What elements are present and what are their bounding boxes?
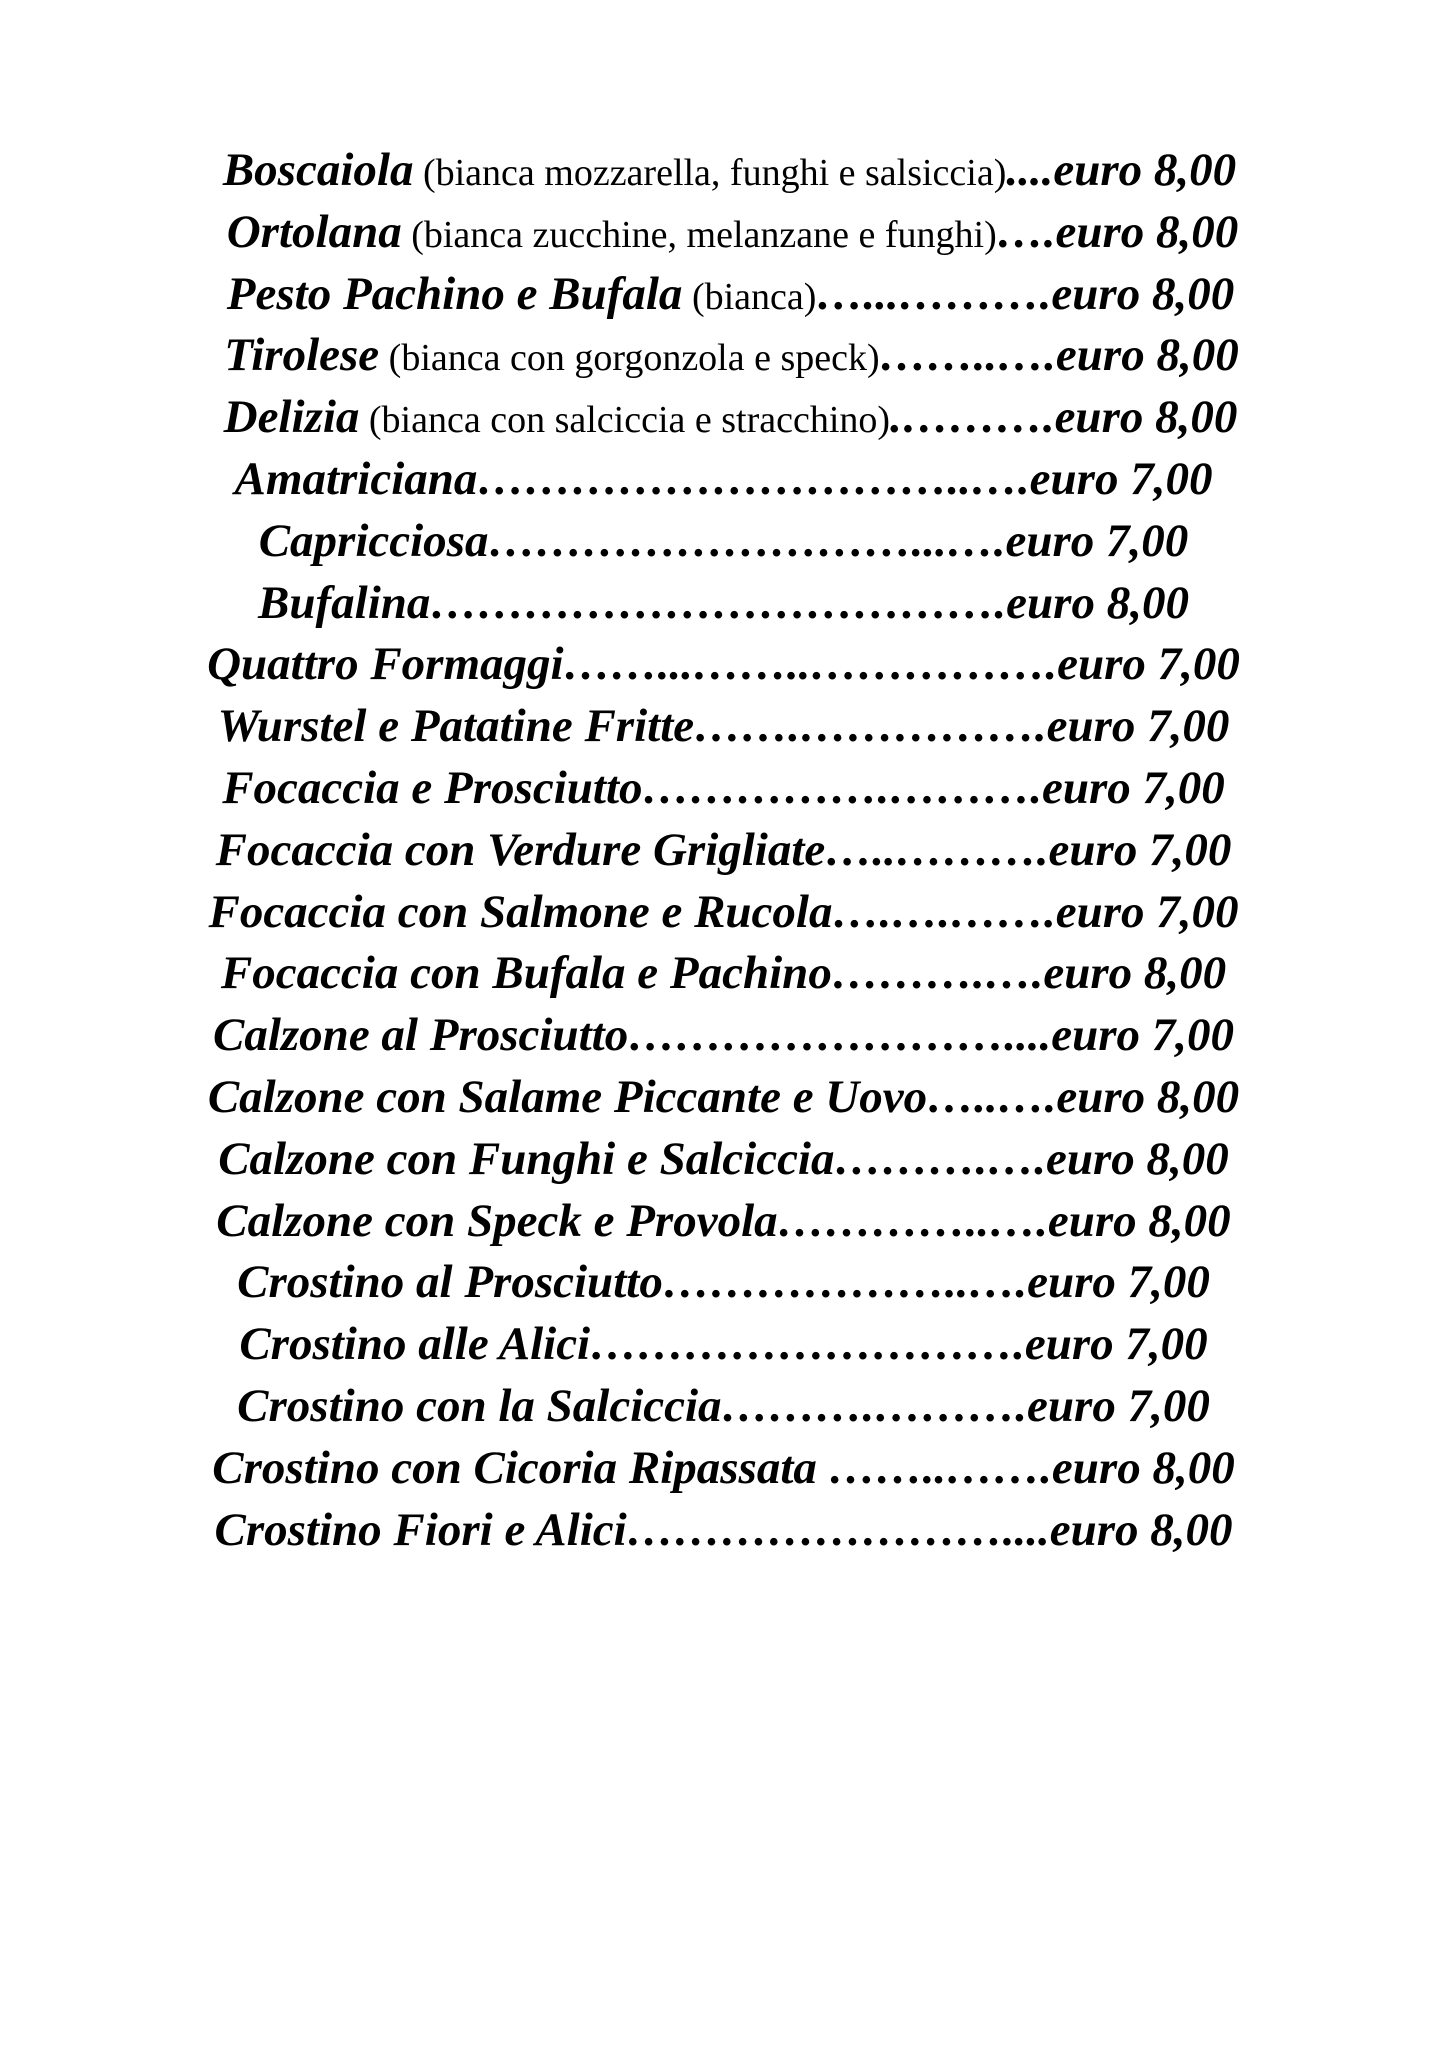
menu-item (0, 758, 1447, 820)
menu-item-name: Calzone con Speck e Provola (216, 1194, 778, 1247)
menu-item-price: euro 8,00 (1051, 267, 1235, 320)
menu-item-name: Amatriciana (234, 452, 478, 505)
menu-item (0, 1067, 1447, 1129)
menu-item-name: Focaccia con Bufala e Pachino (220, 947, 832, 1000)
menu-item-name: Wurstel e Patatine Fritte (217, 700, 695, 753)
menu-item-dot-leader: …………………….... (628, 1009, 1052, 1062)
menu-item-price: euro 7,00 (1027, 1379, 1210, 1432)
menu-item-price: euro 7,00 (1057, 638, 1240, 691)
menu-item-name: Bufalina (258, 576, 431, 629)
menu-item (0, 387, 1447, 449)
menu-item (0, 634, 1447, 696)
menu-item-price: euro 8,00 (1055, 329, 1239, 382)
menu-item-dot-leader: .………. (890, 391, 1055, 444)
menu-item-price: euro 7,00 (1055, 885, 1239, 938)
menu-item-description: (bianca) (682, 275, 817, 318)
menu-item-price: euro 7,00 (1029, 452, 1213, 505)
menu-item-dot-leader: …..…. (927, 1070, 1057, 1123)
menu-item-dot-leader: ……...……..……………. (563, 638, 1058, 691)
menu-item-dot-leader: ………………..…. (662, 1256, 1028, 1309)
menu-item-name: Focaccia e Prosciutto (222, 761, 643, 814)
menu-item (0, 1129, 1447, 1191)
menu-item-price: euro 8,00 (1054, 391, 1238, 444)
menu-item-name: Delizia (223, 391, 360, 444)
menu-item-name: Quattro Formaggi (207, 638, 564, 691)
menu-item-description: (bianca con salciccia e stracchino) (359, 399, 891, 442)
menu-item (0, 202, 1447, 264)
menu-item-dot-leader: …………………………..…. (477, 452, 1030, 505)
menu-item-dot-leader: ……….…. (831, 947, 1044, 1000)
menu-item-price: euro 7,00 (1027, 1256, 1210, 1309)
menu-item-price: .euro 7,00 (1013, 1318, 1208, 1371)
menu-item-name: Capricciosa (258, 514, 489, 567)
menu-item-price: euro 8,00 (1051, 1441, 1235, 1494)
menu-item-price: euro 7,00 (1042, 761, 1225, 814)
menu-item (0, 882, 1447, 944)
menu-item (0, 1191, 1447, 1253)
menu-item-dot-leader: ……….………. (721, 1379, 1028, 1432)
menu-item-description: (bianca zucchine, melanzane e funghi) (401, 213, 997, 256)
menu-item-description: (bianca con gorgonzola e speck) (379, 337, 880, 380)
menu-item-dot-leader: ………………………...…. (488, 514, 1006, 567)
menu-item (0, 449, 1447, 511)
menu-item-name: Calzone con Funghi e Salciccia (218, 1132, 835, 1185)
menu-item-name: Focaccia con Verdure Grigliate (215, 823, 826, 876)
menu-item (0, 1252, 1447, 1314)
menu-item-price: euro 8,00 (1047, 1194, 1231, 1247)
menu-item-price: euro 7,00 (1046, 700, 1230, 753)
menu-item-price: euro 7,00 (1048, 823, 1232, 876)
menu-item-name: Calzone al Prosciutto (212, 1009, 629, 1062)
menu-item (0, 1005, 1447, 1067)
menu-item (0, 325, 1447, 387)
menu-item (0, 573, 1447, 635)
menu-item-dot-leader: …. (996, 205, 1056, 258)
menu-item-dot-leader: ……..…. (879, 329, 1056, 382)
menu-item-dot-leader: …………….………. (642, 761, 1043, 814)
menu-item (0, 1376, 1447, 1438)
menu-item-name: Boscaiola (222, 144, 414, 196)
menu-item-price: euro 8,00 (1045, 1132, 1229, 1185)
menu-item (0, 511, 1447, 573)
menu-item-price: .euro 8,00 (994, 576, 1189, 629)
menu-item-price: euro 8,00 (1049, 1503, 1233, 1556)
menu-item-name: Crostino Fiori e Alici (214, 1503, 627, 1556)
menu-item-name: Crostino alle Alici (239, 1318, 591, 1371)
menu-item (0, 1500, 1447, 1562)
menu-item-dot-leader: …..………. (825, 823, 1049, 876)
menu-item-dot-leader: ….….……. (832, 885, 1056, 938)
menu-item-dot-leader: …………..…. (777, 1194, 1048, 1247)
menu-item (0, 943, 1447, 1005)
menu-item-price: euro 7,00 (1051, 1009, 1235, 1062)
menu-item-name: Pesto Pachino e Bufala (226, 267, 683, 320)
menu-item-dot-leader: .... (1006, 144, 1054, 196)
menu-item-name: Focaccia con Salmone e Rucola (208, 885, 833, 938)
menu-item (0, 696, 1447, 758)
menu-item (0, 1438, 1447, 1500)
menu-item-price: euro 8,00 (1056, 1070, 1240, 1123)
menu-item-name: Crostino con la Salciccia (237, 1379, 722, 1432)
menu-item-dot-leader: …...………. (816, 267, 1052, 320)
menu-item (0, 264, 1447, 326)
menu-item-price: euro 8,00 (1055, 205, 1239, 258)
menu-item-name: Ortolana (226, 205, 402, 258)
menu-item-dot-leader: …………………….... (626, 1503, 1050, 1556)
menu-item-dot-leader: …….……………. (694, 700, 1047, 753)
menu-item-name: Crostino al Prosciutto (237, 1256, 663, 1309)
menu-item-price: euro 8,00 (1053, 144, 1237, 196)
menu-item-description: (bianca mozzarella, funghi e salsiccia) (413, 152, 1007, 194)
menu-item (0, 140, 1447, 202)
menu-list (0, 140, 1447, 1561)
menu-item (0, 820, 1447, 882)
menu-item-name: Crostino con Cicoria Ripassata (212, 1441, 817, 1494)
menu-item-dot-leader: ……..……. (816, 1441, 1052, 1494)
menu-item-dot-leader: ……….…. (834, 1132, 1046, 1185)
menu-item-dot-leader: ……………………… (590, 1318, 1014, 1371)
menu-item-name: Tirolese (224, 329, 380, 382)
menu-item (0, 1314, 1447, 1376)
menu-item-name: Calzone con Salame Piccante e Uovo (207, 1070, 928, 1123)
menu-item-price: euro 8,00 (1043, 947, 1227, 1000)
menu-item-dot-leader: ……………………………… (430, 576, 995, 629)
menu-item-price: euro 7,00 (1005, 514, 1189, 567)
